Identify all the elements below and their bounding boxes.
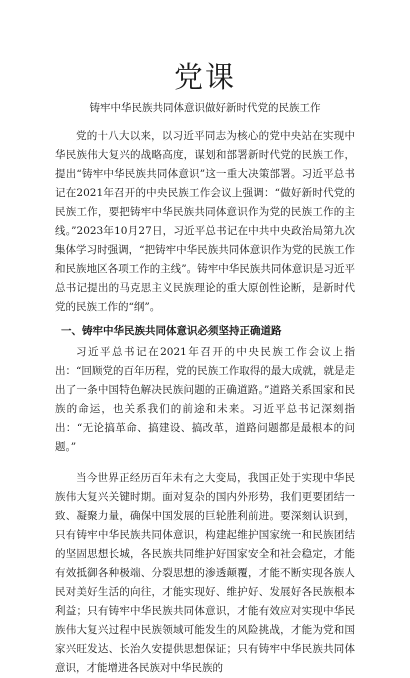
page-title: 党课 [173, 60, 236, 94]
document-subtitle: 铸牢中华民族共同体意识做好新时代党的民族工作 [89, 102, 321, 114]
body-paragraph-quote: 习近平总书记在2021年召开的中央民族工作会议上指出：“回顾党的百年历程，党的民族工作取得的最大成就，就是走出了一条中国特色解决民族问题的正确道路。”道路关系国家和民族的命运，也关系我们的前途和未来。习近平总书记深刻指出：“无论搞革命、搞建设、搞改革，道路问题都是最根本的问题。” [55, 346, 355, 453]
section-heading-1: 一、铸牢中华民族共同体意识必须坚持正确道路 [61, 325, 282, 337]
body-paragraph-intro: 党的十八大以来，以习近平同志为核心的党中央站在实现中华民族伟大复兴的战略高度，谋划和部署新时代党的民族工作，提出“铸牢中华民族共同体意识”这一重大决策部署。习近平总书记在2021年召开的中央民族工作会议上强调：“做好新时代党的民族工作，要把铸牢中华民族共同体意识作为党的民族工作的主线。”2023年10月27日，习近平总书记在中共中央政治局第九次集体学习时强调，“把铸牢中华民族共同体意识作为党的民族工作和民族地区各项工作的主线”。铸牢中华民族共同体意识是习近平总书记提出的马克思主义民族理论的重大原创性论断，是新时代党的民族工作的“纲”。 [55, 130, 355, 313]
body-paragraph-context: 当今世界正经历百年未有之大变局，我国正处于实现中华民族伟大复兴关键时期。面对复杂的国内外形势，我们更要团结一致、凝聚力量，确保中国发展的巨轮胜利前进。要深刻认识到，只有铸牢中华民族共同体意识，构建起维护国家统一和民族团结的坚固思想长城，各民族共同维护好国家安全和社会稳定，才能有效抵御各种极端、分裂思想的渗透颠覆，才能不断实现各族人民对美好生活的向往，才能实现好、维护好、发展好各民族根本利益；只有铸牢中华民族共同体意识，才能有效应对实现中华民族伟大复兴过程中民族领域可能发生的风险挑战，才能为党和国家兴旺发达、长治久安提供思想保证；只有铸牢中华民族共同体意识，才能增进各民族对中华民族的 [55, 472, 355, 674]
